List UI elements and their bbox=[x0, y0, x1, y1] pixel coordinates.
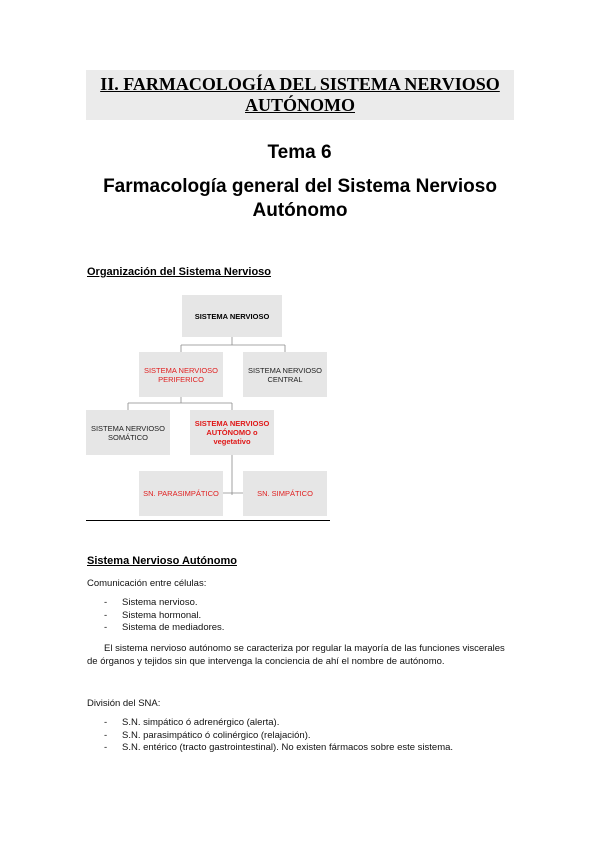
node-sistema-nervioso-periferico: SISTEMA NERVIOSO PERIFERICO bbox=[139, 352, 223, 397]
nervous-system-diagram bbox=[86, 290, 334, 525]
node-sistema-nervioso-somatico: SISTEMA NERVIOSO SOMÁTICO bbox=[86, 410, 170, 455]
tema-title: Tema 6 bbox=[267, 142, 332, 163]
node-sistema-nervioso: SISTEMA NERVIOSO bbox=[182, 295, 282, 337]
list-item: - Sistema hormonal. bbox=[104, 609, 202, 621]
node-sistema-nervioso-autonomo: SISTEMA NERVIOSO AUTÓNOMO o vegetativo bbox=[190, 410, 274, 455]
sna-description-paragraph: El sistema nervioso autónomo se caracteriza por regular la mayoría de las funciones viscerales de órganos y tejidos sin que intervenga la conciencia de ahí el nombre de autónomo. bbox=[87, 643, 505, 667]
list-item: - S.N. simpático ó adrenérgico (alerta). bbox=[104, 717, 280, 728]
list-item: - S.N. parasimpático ó colinérgico (relajación). bbox=[104, 729, 311, 741]
node-sn-simpatico: SN. SIMPÁTICO bbox=[243, 471, 327, 516]
node-sn-parasimpatico: SN. PARASIMPÁTICO bbox=[139, 471, 223, 516]
list-item: - Sistema de mediadores. bbox=[104, 622, 225, 633]
organization-heading: Organización del Sistema Nervioso bbox=[87, 266, 272, 278]
division-intro: División del SNA: bbox=[87, 698, 161, 709]
communication-intro: Comunicación entre células: bbox=[87, 578, 207, 589]
communication-list bbox=[104, 597, 224, 635]
node-sistema-nervioso-central: SISTEMA NERVIOSO CENTRAL bbox=[243, 352, 327, 397]
tema-subtitle: Farmacología general del Sistema Nervioso Autónomo bbox=[103, 176, 497, 221]
page-header-title: II. FARMACOLOGÍA DEL SISTEMA NERVIOSO AUTÓNOMO bbox=[100, 74, 500, 115]
sna-heading: Sistema Nervioso Autónomo bbox=[87, 555, 237, 567]
section-divider bbox=[86, 520, 330, 521]
list-item: - S.N. entérico (tracto gastrointestinal). No existen fármacos sobre este sistema. bbox=[104, 742, 454, 753]
list-item: - Sistema nervioso. bbox=[104, 597, 198, 608]
division-list bbox=[104, 717, 453, 755]
